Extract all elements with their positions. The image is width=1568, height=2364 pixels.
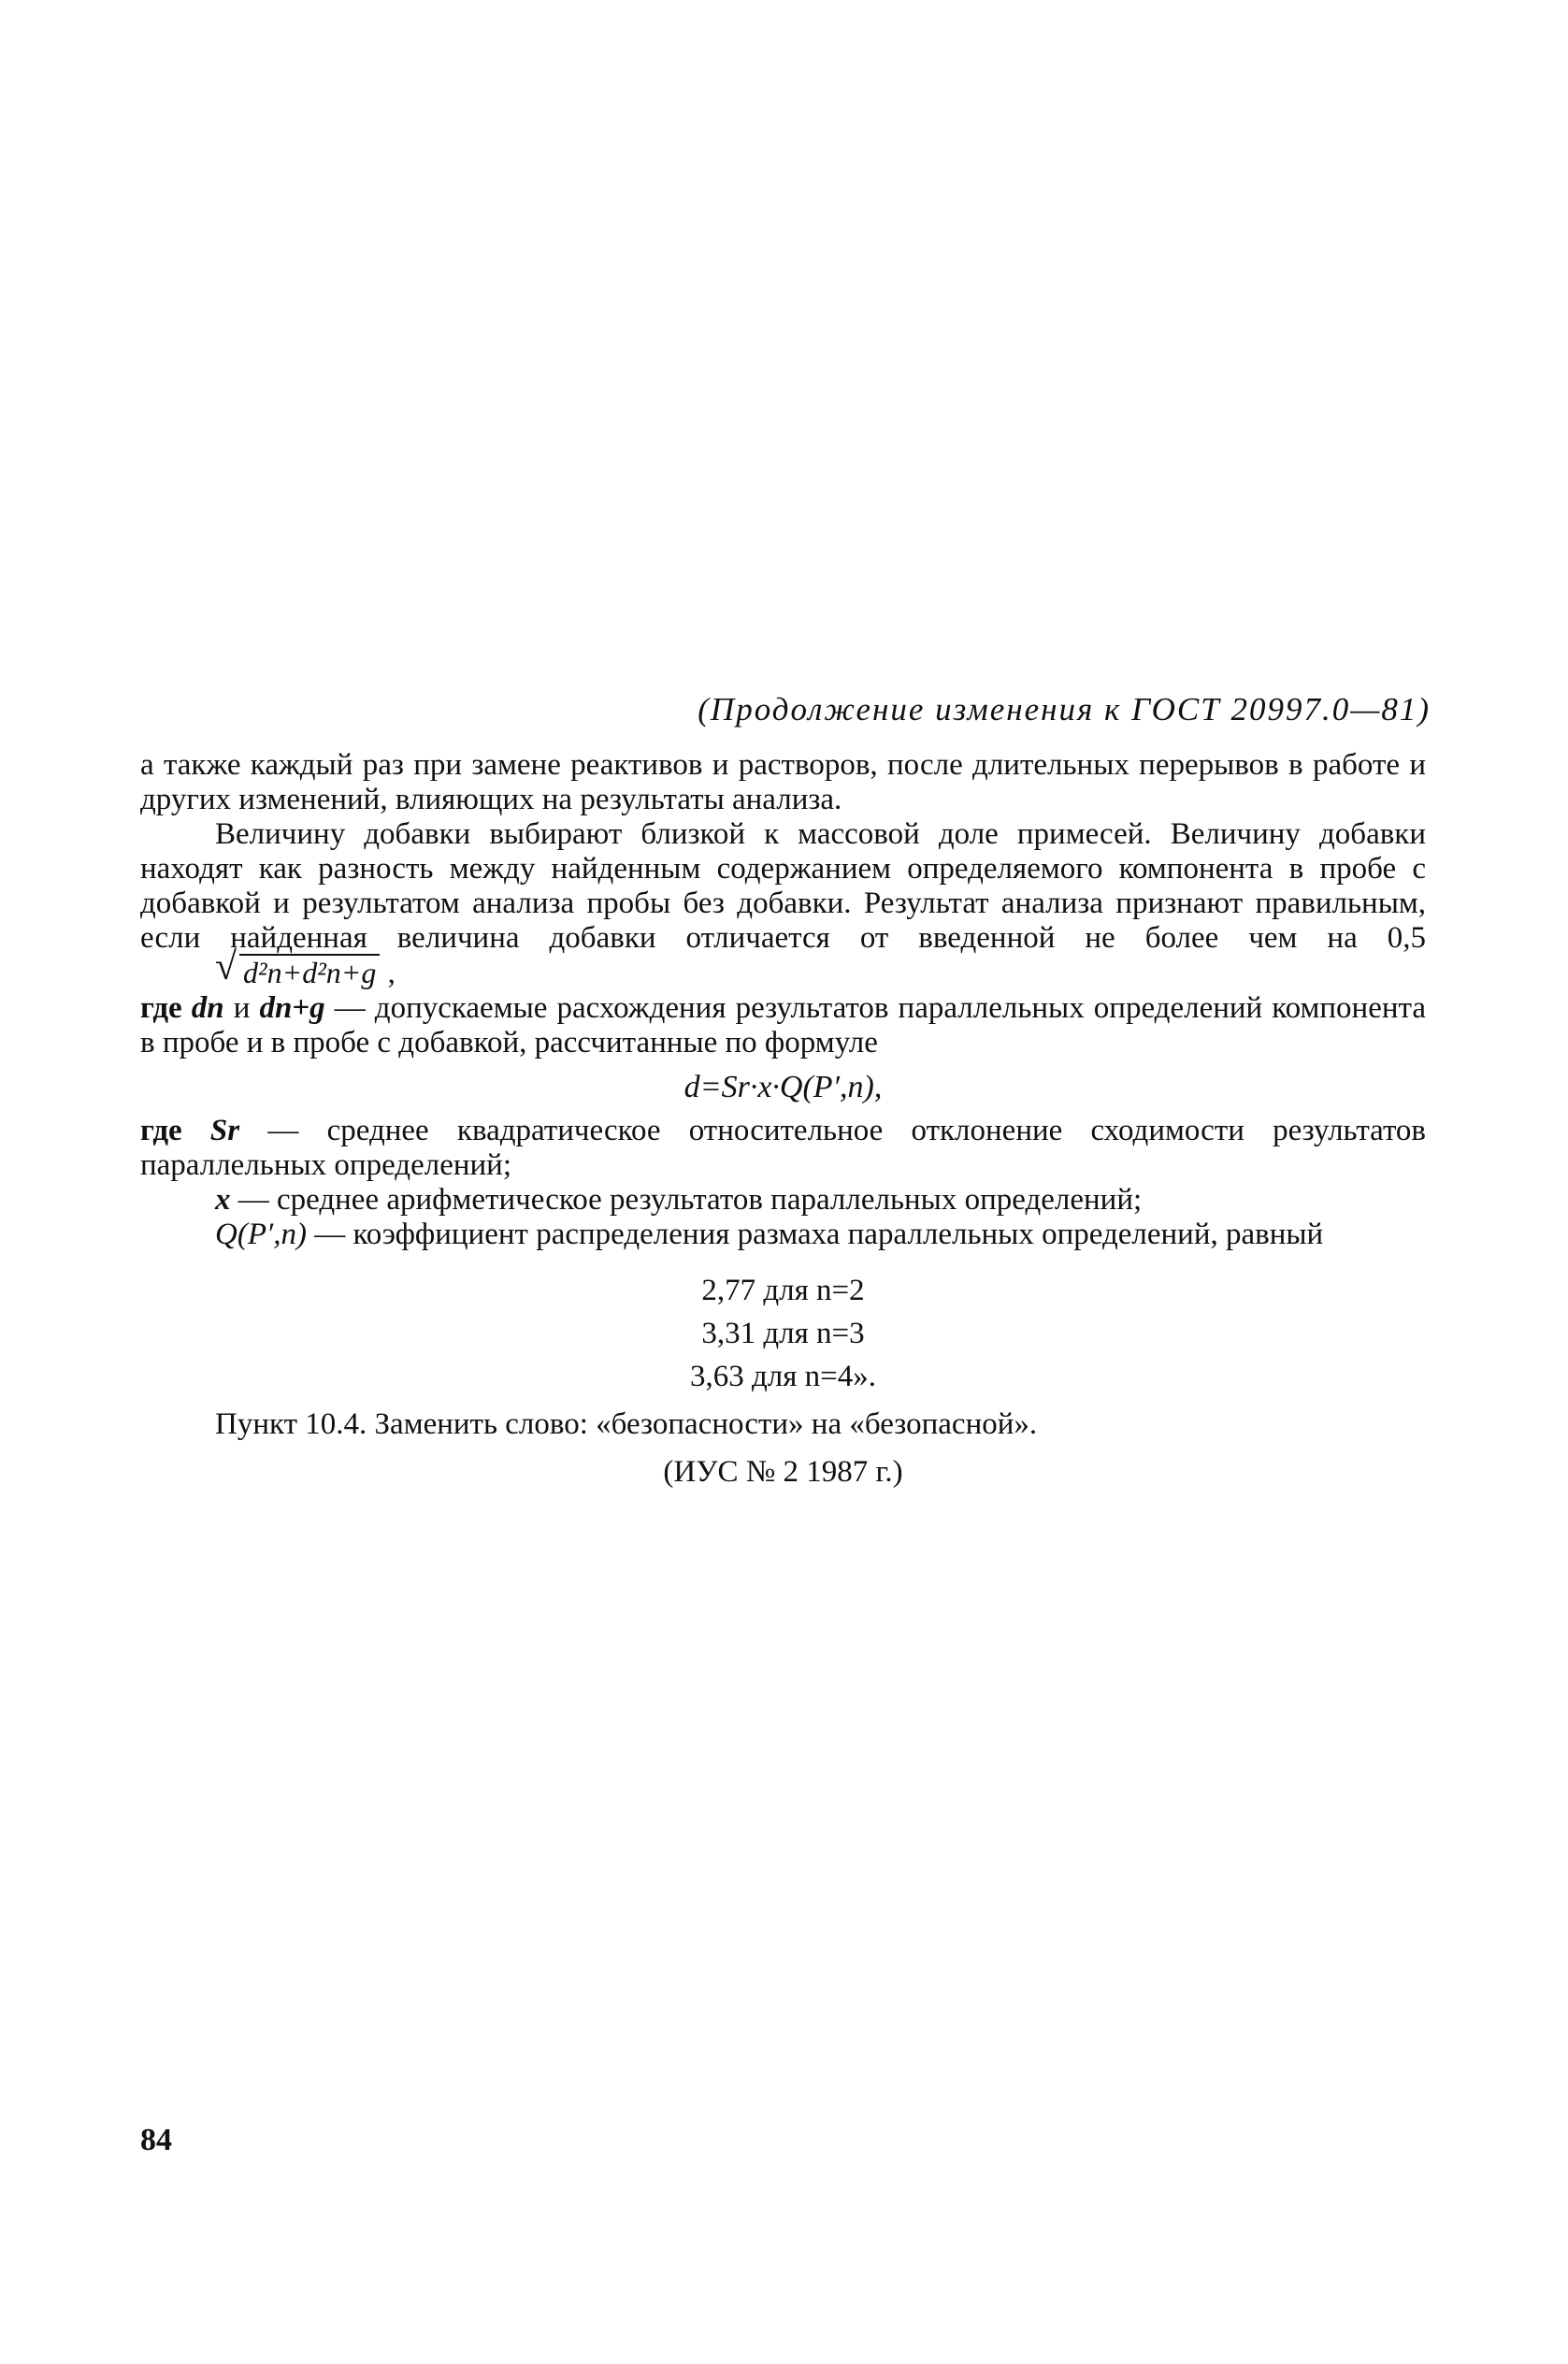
- coefficient-values: [140, 1269, 1426, 1398]
- paragraph-continuation: а также каждый раз при замене реактивов и растворов, после длительных перерывов в работе и других изменений, влияющих на результаты анализа.: [140, 748, 1426, 816]
- sqrt-sign-icon: √: [215, 945, 237, 988]
- paragraph-where-d: [140, 991, 1426, 1060]
- paragraph-additive-end: ,: [387, 957, 396, 990]
- where-label-sr: где: [140, 1114, 182, 1147]
- paragraph-where-d-text: — допускаемые расхождения результатов параллельных определений компонента в пробе и в пробе с добавкой, рассчитанные по формуле: [140, 991, 1426, 1059]
- body-text: [140, 748, 1426, 1490]
- punkt-amendment: Пункт 10.4. Заменить слово: «безопасности» на «безопасной».: [215, 1407, 1038, 1441]
- paragraph-additive: [140, 817, 1426, 991]
- and-word: и: [233, 991, 251, 1025]
- definition-q-text: — коэффициент распределения размаха параллельных определений, равный: [314, 1218, 1324, 1251]
- definition-q: [140, 1218, 1426, 1252]
- definition-x-text: — среднее арифметическое результатов параллельных определений;: [237, 1183, 1143, 1217]
- coefficient-value-row: 3,31 для n=3: [701, 1317, 865, 1350]
- where-label: где: [140, 991, 182, 1025]
- ius-reference: (ИУС № 2 1987 г.): [663, 1455, 903, 1489]
- sqrt-radicand: [239, 954, 380, 989]
- formula-d: d=Sr·x·Q(P′,n),: [683, 1070, 883, 1104]
- symbol-dn: dn: [191, 991, 224, 1025]
- symbol-sr: Sr: [209, 1114, 240, 1147]
- definition-x: [140, 1183, 1426, 1218]
- coefficient-value-row: 2,77 для n=2: [701, 1274, 865, 1307]
- definition-sr-text: — среднее квадратическое относительное отклонение сходимости результатов параллельных определений;: [140, 1114, 1427, 1182]
- coefficient-value-row: 3,63 для n=4».: [689, 1360, 877, 1393]
- sqrt-formula: [140, 945, 380, 990]
- symbol-x: x: [215, 1183, 231, 1217]
- continuation-header: (Продолжение изменения к ГОСТ 20997.0—81): [698, 691, 1431, 728]
- page-number: 84: [140, 2123, 172, 2157]
- symbol-dng: dn+g: [259, 991, 325, 1025]
- definition-sr: [140, 1114, 1426, 1183]
- paragraph-additive-text: Величину добавки выбирают близкой к массовой доле примесей. Величину добавки находят как разность между найденным содержанием определяемого компонента в пробе с добавкой и результатом анализа пробы без добавки. Результат анализа признают правильным, если найденная величина добавки отличается от введенной не более чем на 0,5: [140, 817, 1426, 955]
- sqrt-radicand-text: d²n+d²n+g: [243, 956, 377, 989]
- symbol-q: Q(P′,n): [215, 1218, 307, 1251]
